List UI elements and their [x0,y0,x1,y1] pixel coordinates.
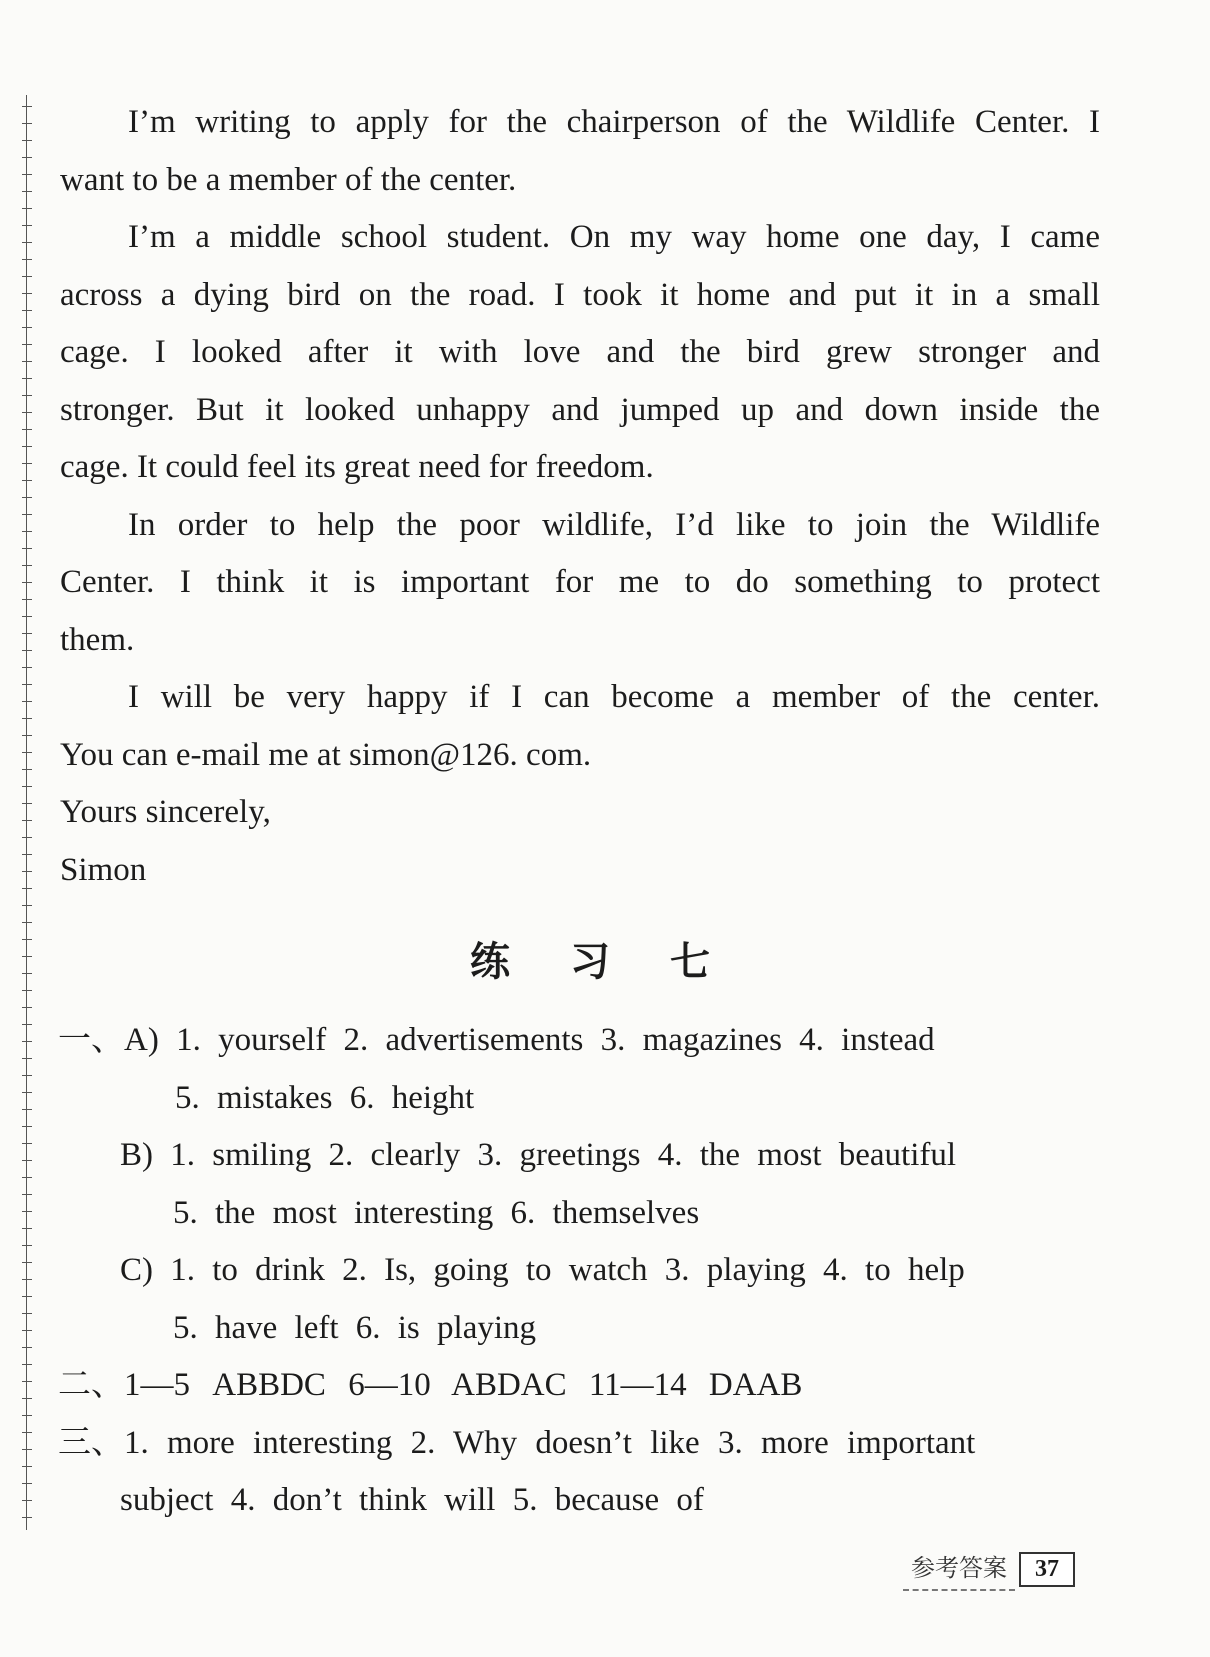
letter-line: In order to help the poor wildlife, I’d like to join the Wildlife [128,507,1100,543]
title-char: 习 [570,939,610,985]
letter-line: stronger. But it looked unhappy and jumped up and down inside the [60,392,1100,428]
title-char: 练 [470,939,510,985]
answer-line: subject 4. don’t think will 5. because of [120,1482,704,1518]
letter-line: You can e-mail me at simon@126. com. [60,737,592,773]
answer-line: 5. the most interesting 6. themselves [173,1195,700,1231]
answer-line: 5. have left 6. is playing [173,1310,537,1346]
letter-line: Center. I think it is important for me to do something to protect [60,564,1100,600]
binding-margin [20,95,34,1530]
letter-closing: Yours sincerely, [60,794,271,830]
answer-line: 三、1. more interesting 2. Why doesn’t like 3. more important [58,1425,976,1461]
answer-line: C) 1. to drink 2. Is, going to watch 3. playing 4. to help [120,1252,965,1288]
letter-line: I will be very happy if I can become a member of the center. [128,679,1100,715]
page-number: 37 [1019,1552,1075,1587]
letter-line: I’m a middle school student. On my way home one day, I came [128,219,1100,255]
letter-line: cage. It could feel its great need for freedom. [60,449,654,485]
letter-line: want to be a member of the center. [60,162,517,198]
title-char: 七 [670,939,710,985]
section-title [470,930,710,987]
letter-line: across a dying bird on the road. I took it home and put it in a small [60,277,1100,313]
answer-line: 二、1—5 ABBDC 6—10 ABDAC 11—14 DAAB [58,1367,803,1403]
footer-label: 参考答案 [903,1548,1015,1591]
answer-line: 5. mistakes 6. height [175,1080,475,1116]
answer-line: 一、A) 1. yourself 2. advertisements 3. magazines 4. instead [58,1022,935,1058]
letter-line: I’m writing to apply for the chairperson of the Wildlife Center. I [128,104,1100,140]
answer-line: B) 1. smiling 2. clearly 3. greetings 4. the most beautiful [120,1137,957,1173]
letter-line: them. [60,622,135,658]
letter-signature: Simon [60,852,147,888]
letter-line: cage. I looked after it with love and the bird grew stronger and [60,334,1100,370]
page-footer [903,1548,1075,1591]
